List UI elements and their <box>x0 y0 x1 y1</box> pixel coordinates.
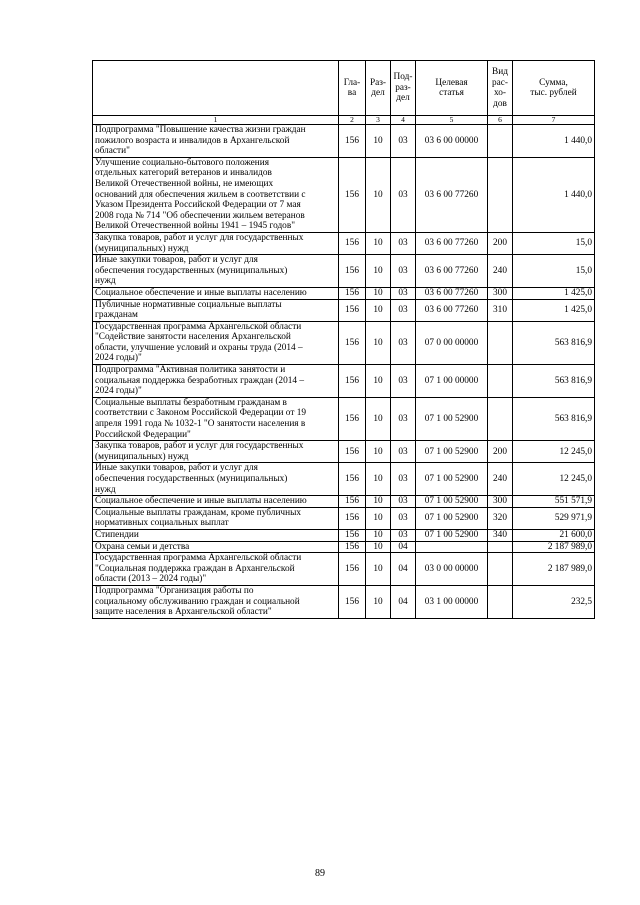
cell-target: 07 0 00 00000 <box>416 321 488 364</box>
cell-vid: 310 <box>488 299 513 321</box>
table-body <box>93 125 595 619</box>
cell-name <box>93 541 339 553</box>
text-line: соответствии с Законом Российской Федерации от 19 <box>95 408 307 419</box>
text-line: отдельных категорий ветеранов и инвалидов <box>95 168 272 179</box>
text-line: (муниципальных) нужд <box>95 451 189 462</box>
text-line: Указом Президента Российской Федерации от 7 мая <box>95 200 301 211</box>
text-line: Государственная программа Архангельской области <box>95 321 302 332</box>
cell-glava: 156 <box>339 365 366 398</box>
cell-sum: 529 971,9 <box>513 507 595 529</box>
text-line: Подпрограмма "Активная политика занятости и <box>95 365 286 376</box>
text-line: социальному обслуживанию граждан и социальной <box>95 596 300 607</box>
cell-podrazdel: 03 <box>391 397 416 440</box>
text-line: Социальные выплаты гражданам, кроме публичных <box>95 507 301 518</box>
cell-target: 07 1 00 52900 <box>416 529 488 541</box>
cell-name <box>93 553 339 586</box>
text-line: ва <box>347 88 357 98</box>
cell-vid: 240 <box>488 255 513 288</box>
cell-glava: 156 <box>339 585 366 618</box>
text-line: статья <box>439 88 464 98</box>
cell-razdel: 10 <box>366 529 391 541</box>
text-line: дел <box>371 88 385 98</box>
column-number: 1 <box>93 116 339 125</box>
column-number: 2 <box>339 116 366 125</box>
column-number: 7 <box>513 116 595 125</box>
cell-target: 03 6 00 77260 <box>416 287 488 299</box>
text-line: Вид <box>492 67 508 77</box>
budget-table <box>92 60 595 619</box>
cell-podrazdel: 04 <box>391 553 416 586</box>
cell-vid <box>488 541 513 553</box>
text-line: области (2013 – 2024 годы)" <box>95 574 207 585</box>
text-line: Улучшение социально-бытового положения <box>95 157 270 168</box>
cell-name <box>93 157 339 232</box>
cell-glava: 156 <box>339 463 366 496</box>
cell-razdel: 10 <box>366 321 391 364</box>
table-row <box>93 553 595 586</box>
text-line: Сумма, <box>539 77 568 88</box>
header-razdel <box>366 61 391 116</box>
table-row <box>93 125 595 158</box>
cell-sum: 12 245,0 <box>513 441 595 463</box>
table-row <box>93 299 595 321</box>
cell-sum: 2 187 989,0 <box>513 541 595 553</box>
cell-podrazdel: 03 <box>391 321 416 364</box>
page-number: 89 <box>315 868 325 879</box>
cell-podrazdel: 03 <box>391 496 416 508</box>
cell-glava: 156 <box>339 321 366 364</box>
cell-target: 03 0 00 00000 <box>416 553 488 586</box>
table-row <box>93 585 595 618</box>
cell-glava: 156 <box>339 541 366 553</box>
cell-name <box>93 441 339 463</box>
cell-podrazdel: 03 <box>391 232 416 254</box>
cell-razdel: 10 <box>366 365 391 398</box>
text-line: 2024 годы)" <box>95 386 142 397</box>
cell-vid: 300 <box>488 287 513 299</box>
text-line: оснований для обеспечения жильем в соответствии с <box>95 189 306 200</box>
cell-podrazdel: 03 <box>391 287 416 299</box>
text-line: дов <box>493 98 507 109</box>
column-number: 5 <box>416 116 488 125</box>
text-line: обеспечения государственных (муниципальных) <box>95 474 288 484</box>
cell-sum: 232,5 <box>513 585 595 618</box>
cell-sum: 2 187 989,0 <box>513 553 595 586</box>
cell-sum: 1 425,0 <box>513 299 595 321</box>
header-sum <box>513 61 595 116</box>
text-line: нужд <box>95 276 116 287</box>
text-line: апреля 1991 года № 1032-1 "О занятости населения в <box>95 419 306 430</box>
cell-podrazdel: 03 <box>391 157 416 232</box>
header-target <box>416 61 488 116</box>
cell-name <box>93 585 339 618</box>
table-row <box>93 496 595 508</box>
cell-podrazdel: 03 <box>391 507 416 529</box>
cell-name <box>93 365 339 398</box>
cell-razdel: 10 <box>366 397 391 440</box>
column-number: 4 <box>391 116 416 125</box>
text-line: раз- <box>395 82 411 93</box>
cell-vid <box>488 553 513 586</box>
text-line: обеспечения государственных (муниципальных) <box>95 265 288 276</box>
cell-sum: 15,0 <box>513 232 595 254</box>
cell-podrazdel: 03 <box>391 255 416 288</box>
text-line: Подпрограмма "Повышение качества жизни граждан <box>95 125 306 135</box>
cell-name <box>93 463 339 496</box>
text-line: хо- <box>493 88 507 98</box>
cell-target: 03 6 00 77260 <box>416 255 488 288</box>
cell-vid: 200 <box>488 232 513 254</box>
cell-target <box>416 541 488 553</box>
cell-glava: 156 <box>339 553 366 586</box>
cell-name <box>93 507 339 529</box>
table-row <box>93 507 595 529</box>
cell-razdel: 10 <box>366 585 391 618</box>
text-line: дел <box>396 93 410 104</box>
text-line: Великой Отечественной войны 1941 – 1945 годов" <box>95 221 296 232</box>
cell-razdel: 10 <box>366 287 391 299</box>
cell-glava: 156 <box>339 232 366 254</box>
cell-glava: 156 <box>339 441 366 463</box>
text-line: рас- <box>492 77 508 88</box>
cell-glava: 156 <box>339 299 366 321</box>
cell-target: 07 1 00 52900 <box>416 441 488 463</box>
text-line: Гла- <box>343 77 361 88</box>
cell-name <box>93 397 339 440</box>
cell-sum: 1 440,0 <box>513 157 595 232</box>
text-line: Под- <box>393 72 413 83</box>
cell-name <box>93 125 339 158</box>
table-row <box>93 365 595 398</box>
cell-target: 03 6 00 77260 <box>416 157 488 232</box>
cell-podrazdel: 03 <box>391 365 416 398</box>
cell-razdel: 10 <box>366 255 391 288</box>
cell-vid <box>488 585 513 618</box>
header-podrazdel <box>391 61 416 116</box>
text-line: Иные закупки товаров, работ и услуг для <box>95 255 258 266</box>
cell-glava: 156 <box>339 125 366 158</box>
cell-glava: 156 <box>339 397 366 440</box>
cell-target: 03 1 00 00000 <box>416 585 488 618</box>
text-line: "Содействие занятости населения Архангельской <box>95 332 291 343</box>
table-row <box>93 157 595 232</box>
text-line: области, улучшение условий и охраны труда (2014 – <box>95 342 303 353</box>
cell-podrazdel: 04 <box>391 585 416 618</box>
text-line: Российской Федерации" <box>95 429 191 440</box>
cell-vid <box>488 321 513 364</box>
cell-name <box>93 255 339 288</box>
cell-sum: 563 816,9 <box>513 365 595 398</box>
text-line: Раз- <box>369 77 387 88</box>
cell-vid: 200 <box>488 441 513 463</box>
cell-sum: 1 425,0 <box>513 287 595 299</box>
cell-razdel: 10 <box>366 299 391 321</box>
text-line: Целевая <box>435 77 468 88</box>
cell-vid: 300 <box>488 496 513 508</box>
header-row <box>93 61 595 116</box>
text-line: 2024 годы)" <box>95 353 142 364</box>
text-line: Публичные нормативные социальные выплаты <box>95 299 282 310</box>
cell-sum: 12 245,0 <box>513 463 595 496</box>
text-line: Социальные выплаты безработным гражданам в <box>95 397 287 408</box>
cell-glava: 156 <box>339 255 366 288</box>
cell-podrazdel: 03 <box>391 125 416 158</box>
table-row <box>93 287 595 299</box>
cell-glava: 156 <box>339 507 366 529</box>
cell-name <box>93 529 339 541</box>
cell-target: 07 1 00 52900 <box>416 463 488 496</box>
cell-vid <box>488 125 513 158</box>
column-number: 3 <box>366 116 391 125</box>
table-row <box>93 321 595 364</box>
cell-razdel: 10 <box>366 553 391 586</box>
text-line: Великой Отечественной войны, не имеющих <box>95 178 274 189</box>
cell-razdel: 10 <box>366 541 391 553</box>
cell-vid: 240 <box>488 463 513 496</box>
cell-sum: 551 571,9 <box>513 496 595 508</box>
cell-name <box>93 232 339 254</box>
text-line: гражданам <box>95 310 138 321</box>
cell-sum: 15,0 <box>513 255 595 288</box>
cell-vid: 340 <box>488 529 513 541</box>
cell-razdel: 10 <box>366 125 391 158</box>
table-row <box>93 529 595 541</box>
header-glava <box>339 61 366 116</box>
text-line: социальная поддержка безработных граждан (2014 – <box>95 375 304 386</box>
text-line: тыс. рублей <box>530 88 577 98</box>
cell-name <box>93 496 339 508</box>
cell-glava: 156 <box>339 529 366 541</box>
cell-target: 07 1 00 52900 <box>416 496 488 508</box>
text-line: Социальное обеспечение и иные выплаты населению <box>95 287 307 298</box>
column-number: 6 <box>488 116 513 125</box>
cell-name <box>93 299 339 321</box>
cell-razdel: 10 <box>366 507 391 529</box>
cell-target: 03 6 00 77260 <box>416 232 488 254</box>
table-row <box>93 463 595 496</box>
text-line: защите населения в Архангельской области" <box>95 607 272 618</box>
text-line: Социальное обеспечение и иные выплаты населению <box>95 496 307 507</box>
cell-razdel: 10 <box>366 463 391 496</box>
column-number-row <box>93 116 595 125</box>
cell-sum: 563 816,9 <box>513 321 595 364</box>
cell-target: 07 1 00 52900 <box>416 507 488 529</box>
text-line: Закупка товаров, работ и услуг для государственных <box>95 232 304 243</box>
table-row <box>93 232 595 254</box>
cell-vid <box>488 365 513 398</box>
text-line: Закупка товаров, работ и услуг для государственных <box>95 441 304 452</box>
header-vid <box>488 61 513 116</box>
text-line: нормативных социальных выплат <box>95 518 229 529</box>
text-line: нужд <box>95 484 116 495</box>
cell-vid <box>488 157 513 232</box>
cell-razdel: 10 <box>366 496 391 508</box>
cell-glava: 156 <box>339 157 366 232</box>
cell-sum: 21 600,0 <box>513 529 595 541</box>
cell-podrazdel: 03 <box>391 529 416 541</box>
cell-target: 07 1 00 52900 <box>416 397 488 440</box>
cell-vid: 320 <box>488 507 513 529</box>
cell-podrazdel: 03 <box>391 299 416 321</box>
text-line: (муниципальных) нужд <box>95 243 189 254</box>
cell-glava: 156 <box>339 287 366 299</box>
text-line: Стипендии <box>95 529 139 540</box>
text-line: Государственная программа Архангельской области <box>95 553 302 564</box>
cell-podrazdel: 03 <box>391 463 416 496</box>
cell-sum: 563 816,9 <box>513 397 595 440</box>
header-name <box>93 61 339 116</box>
cell-podrazdel: 03 <box>391 441 416 463</box>
cell-name <box>93 321 339 364</box>
table-row <box>93 255 595 288</box>
text-line: Охрана семьи и детства <box>95 541 190 552</box>
text-line: "Социальная поддержка граждан в Архангельской <box>95 563 295 574</box>
cell-target: 07 1 00 00000 <box>416 365 488 398</box>
cell-name <box>93 287 339 299</box>
table-row <box>93 397 595 440</box>
cell-target: 03 6 00 00000 <box>416 125 488 158</box>
cell-glava: 156 <box>339 496 366 508</box>
cell-sum: 1 440,0 <box>513 125 595 158</box>
cell-podrazdel: 04 <box>391 541 416 553</box>
text-line: Подпрограмма "Организация работы по <box>95 585 254 596</box>
cell-razdel: 10 <box>366 232 391 254</box>
table-row <box>93 541 595 553</box>
text-line: 2008 года № 714 "Об обеспечении жильем ветеранов <box>95 210 305 221</box>
cell-razdel: 10 <box>366 441 391 463</box>
text-line: пожилого возраста и инвалидов в Архангельской <box>95 135 290 146</box>
cell-razdel: 10 <box>366 157 391 232</box>
table-row <box>93 441 595 463</box>
text-line: области" <box>95 146 130 157</box>
cell-vid <box>488 397 513 440</box>
cell-target: 03 6 00 77260 <box>416 299 488 321</box>
text-line: Иные закупки товаров, работ и услуг для <box>95 463 258 474</box>
